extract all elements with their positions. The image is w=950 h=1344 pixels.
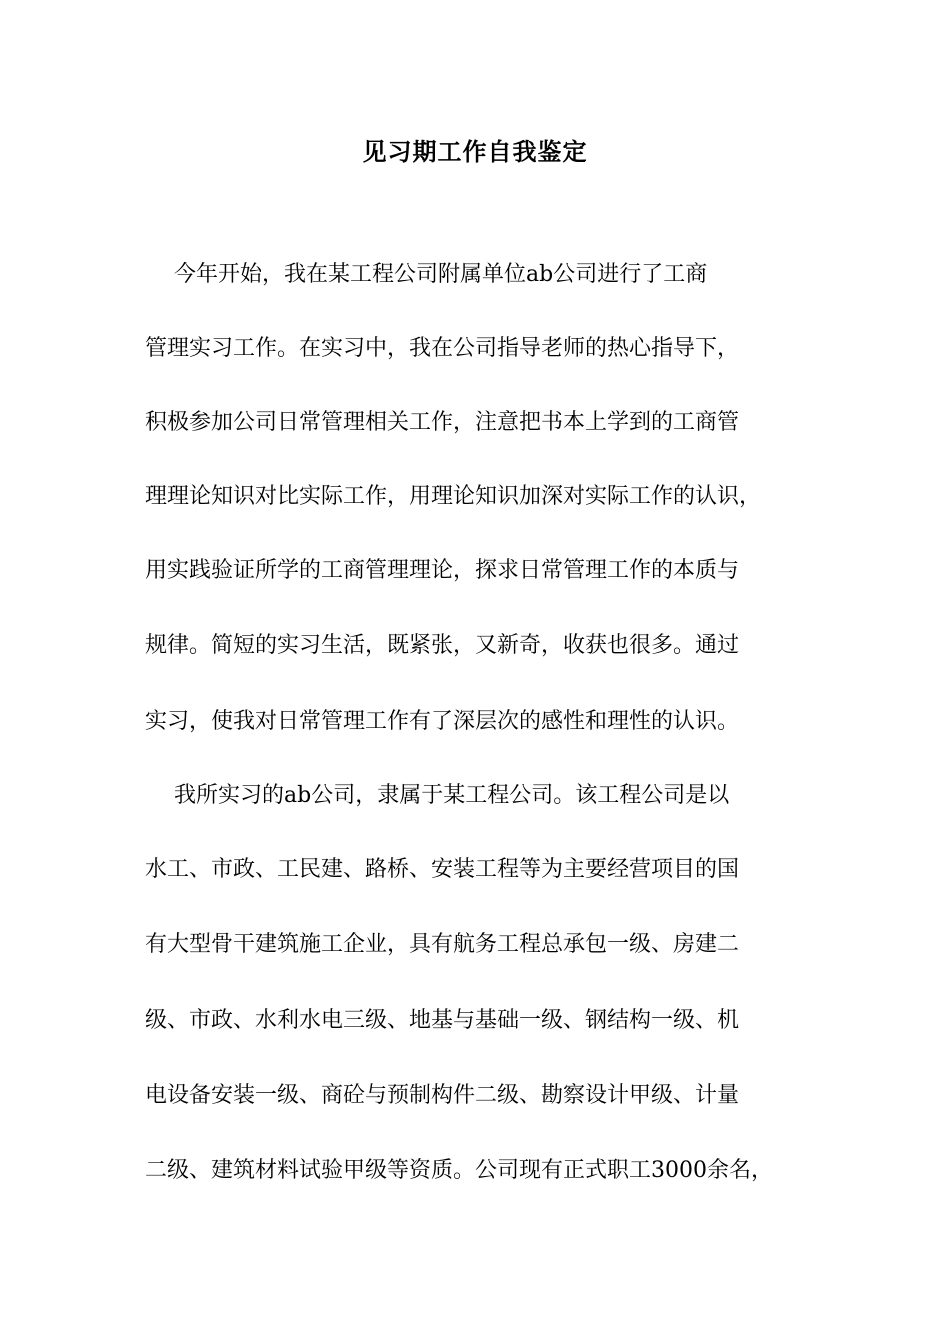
text-line-12: 电设备安装一级、商砼与预制构件二级、勘察设计甲级、计量: [145, 1083, 740, 1108]
text-line-7: 实习，使我对日常管理工作有了深层次的感性和理性的认识。: [145, 709, 740, 734]
text-line-4: 理理论知识对比实际工作，用理论知识加深对实际工作的认识，: [145, 484, 762, 509]
text-line-9: 水工、市政、工民建、路桥、安装工程等为主要经营项目的国: [145, 857, 740, 882]
text-line-8: 我所实习的ab公司，隶属于某工程公司。该工程公司是以: [145, 783, 730, 808]
text-line-5: 用实践验证所学的工商管理理论，探求日常管理工作的本质与: [145, 558, 740, 583]
text-line-1: 今年开始，我在某工程公司附属单位ab公司进行了工商: [145, 262, 708, 287]
text-line-2: 管理实习工作。在实习中，我在公司指导老师的热心指导下，: [145, 336, 740, 361]
text-line-3: 积极参加公司日常管理相关工作，注意把书本上学到的工商管: [145, 410, 740, 435]
page-title: 见习期工作自我鉴定: [362, 137, 588, 166]
text-line-11: 级、市政、水利水电三级、地基与基础一级、钢结构一级、机: [145, 1008, 740, 1033]
text-line-10: 有大型骨干建筑施工企业，具有航务工程总承包一级、房建二: [145, 932, 740, 957]
text-line-6: 规律。简短的实习生活，既紧张，又新奇，收获也很多。通过: [145, 633, 740, 658]
text-line-13: 二级、建筑材料试验甲级等资质。公司现有正式职工3000余名，: [145, 1158, 773, 1183]
